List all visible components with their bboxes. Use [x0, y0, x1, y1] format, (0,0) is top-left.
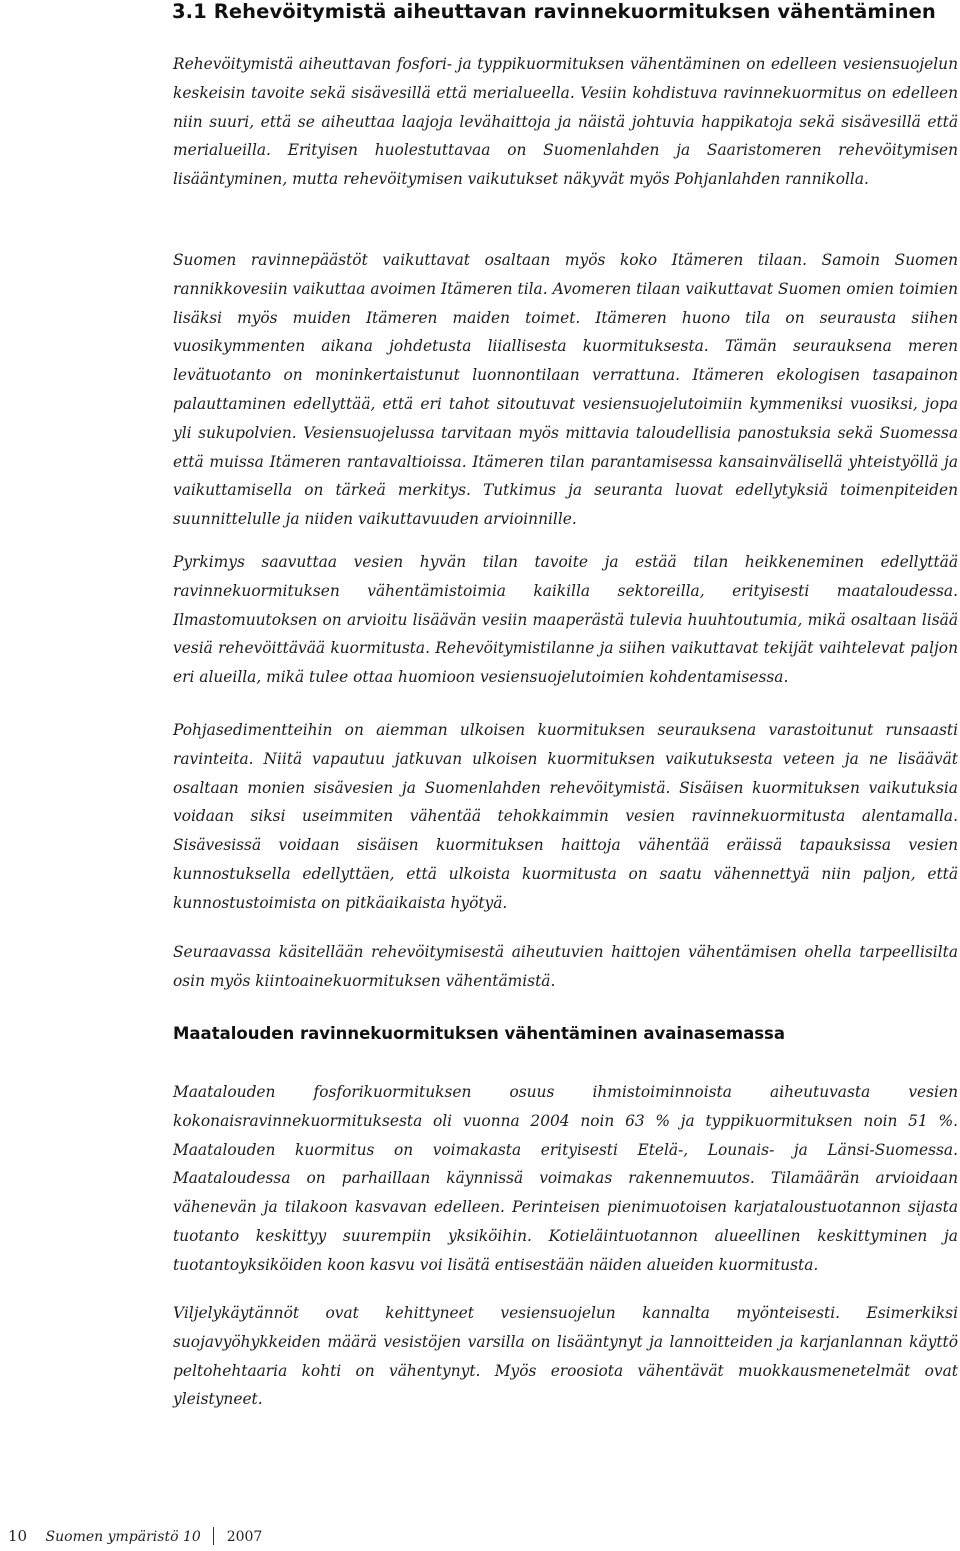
- paragraph-7: Viljelykäytännöt ovat kehittyneet vesiensuojelun kannalta myönteisesti. Esimerkiksi suojavyöhykkeiden määrä vesistöjen varsilla on lisääntynyt ja lannoitteiden ja karjanlannan käyttö peltohehtaaria kohti on vähentynyt. Myös eroosiota vähentävät muokkausmenetelmät ovat yleistyneet.: [173, 1304, 958, 1409]
- publication-issue: 10: [182, 1529, 201, 1545]
- paragraph-5: Seuraavassa käsitellään rehevöitymisestä aiheutuvien haittojen vähentämisen ohella tarpeellisilta osin myös kiintoainekuormituksen vähentämistä.: [173, 943, 958, 990]
- page-number: 10: [8, 1527, 28, 1545]
- paragraph-6: Maatalouden fosforikuormituksen osuus ihmistoiminnoista aiheutuvasta vesien kokonaisravinnekuormituksesta oli vuonna 2004 noin 63 % ja typpikuormituksen noin 51 %. Maatalouden kuormitus on voimakasta erityisesti Etelä-, Lounais- ja Länsi-Suomessa. Maataloudessa on parhaillaan käynnissä voimakas rakennemuutos. Tilamäärän arvioidaan vähenevän ja tilakoon kasvavan edelleen. Perinteisen pienimuotoisen karjataloustuotannon sijasta tuotanto keskittyy suurempiin yksiköihin. Kotieläintuotannon alueellinen keskittyminen ja tuotantoyksiköiden koon kasvu voi lisätä entisestään näiden alueiden kuormitusta.: [173, 1083, 958, 1274]
- paragraph-3: Pyrkimys saavuttaa vesien hyvän tilan tavoite ja estää tilan heikkeneminen edellyttää ravinnekuormituksen vähentämistoimia kaikilla sektoreilla, erityisesti maataloudessa. Ilmastomuutoksen on arvioitu lisäävän vesiin maaperästä tulevia huuhtoutumia, mikä osaltaan lisää vesiä rehevöittävää kuormitusta. Rehevöitymistilanne ja siihen vaikuttavat tekijät vaihtelevat paljon eri alueilla, mikä tulee ottaa huomioon vesiensuojelutoimien kohdentamisessa.: [173, 553, 958, 687]
- subsection-heading: Maatalouden ravinnekuormituksen vähentäminen avainasemassa: [173, 1024, 786, 1043]
- page-footer: [8, 1527, 262, 1545]
- footer-divider: [213, 1527, 214, 1545]
- publication-name: Suomen ympäristö: [45, 1529, 179, 1545]
- publication-year: 2007: [226, 1529, 263, 1545]
- paragraph-4: Pohjasedimentteihin on aiemman ulkoisen kuormituksen seurauksena varastoitunut runsaasti ravinteita. Niitä vapautuu jatkuvan ulkoisen kuormituksen vaikutuksesta veteen ja ne lisäävät osaltaan monien sisävesien ja Suomenlahden rehevöitymistä. Sisäisen kuormituksen vaikutuksia voidaan siksi useimmiten vähentää tehokkaimmin vesien ravinnekuormitusta alentamalla. Sisävesissä voidaan sisäisen kuormituksen haittoja vähentää eräissä tapauksissa vesien kunnostuksella edellyttäen, että ulkoista kuormitusta on saatu vähennettyä niin paljon, että kunnostustoimista on pitkäaikaista hyötyä.: [173, 721, 958, 912]
- paragraph-1: Rehevöitymistä aiheuttavan fosfori- ja typpikuormituksen vähentäminen on edelleen vesiensuojelun keskeisin tavoite sekä sisävesillä että merialueella. Vesiin kohdistuva ravinnekuormitus on edelleen niin suuri, että se aiheuttaa laajoja levähaittoja ja näistä johtuvia happikatoja sekä sisävesillä että merialueilla. Erityisen huolestuttavaa on Suomenlahden ja Saaristomeren rehevöitymisen lisääntyminen, mutta rehevöitymisen vaikutukset näkyvät myös Pohjanlahden rannikolla.: [173, 55, 958, 189]
- paragraph-2: Suomen ravinnepäästöt vaikuttavat osaltaan myös koko Itämeren tilaan. Samoin Suomen rannikkovesiin vaikuttaa avoimen Itämeren tila. Avomeren tilaan vaikuttavat Suomen omien toimien lisäksi myös muiden Itämeren maiden toimet. Itämeren huono tila on seurausta siihen vuosikymmenten aikana johdetusta liiallisesta kuormituksesta. Tämän seurauksena meren levätuotanto on moninkertaistunut luonnontilaan verrattuna. Itämeren ekologisen tasapainon palauttaminen edellyttää, että eri tahot sitoutuvat vesiensuojelutoimiin kymmeniksi vuosiksi, jopa yli sukupolvien. Vesiensuojelussa tarvitaan myös mittavia taloudellisia panostuksia sekä Suomessa että muissa Itämeren rantavaltioissa. Itämeren tilan parantamisessa kansainvälisellä yhteistyöllä ja vaikuttamisella on tärkeä merkitys. Tutkimus ja seuranta luovat edellytyksiä toimenpiteiden suunnittelulle ja niiden vaikuttavuuden arvioinnille.: [173, 251, 958, 529]
- section-heading: 3.1 Rehevöitymistä aiheuttavan ravinnekuormituksen vähentäminen: [172, 0, 936, 23]
